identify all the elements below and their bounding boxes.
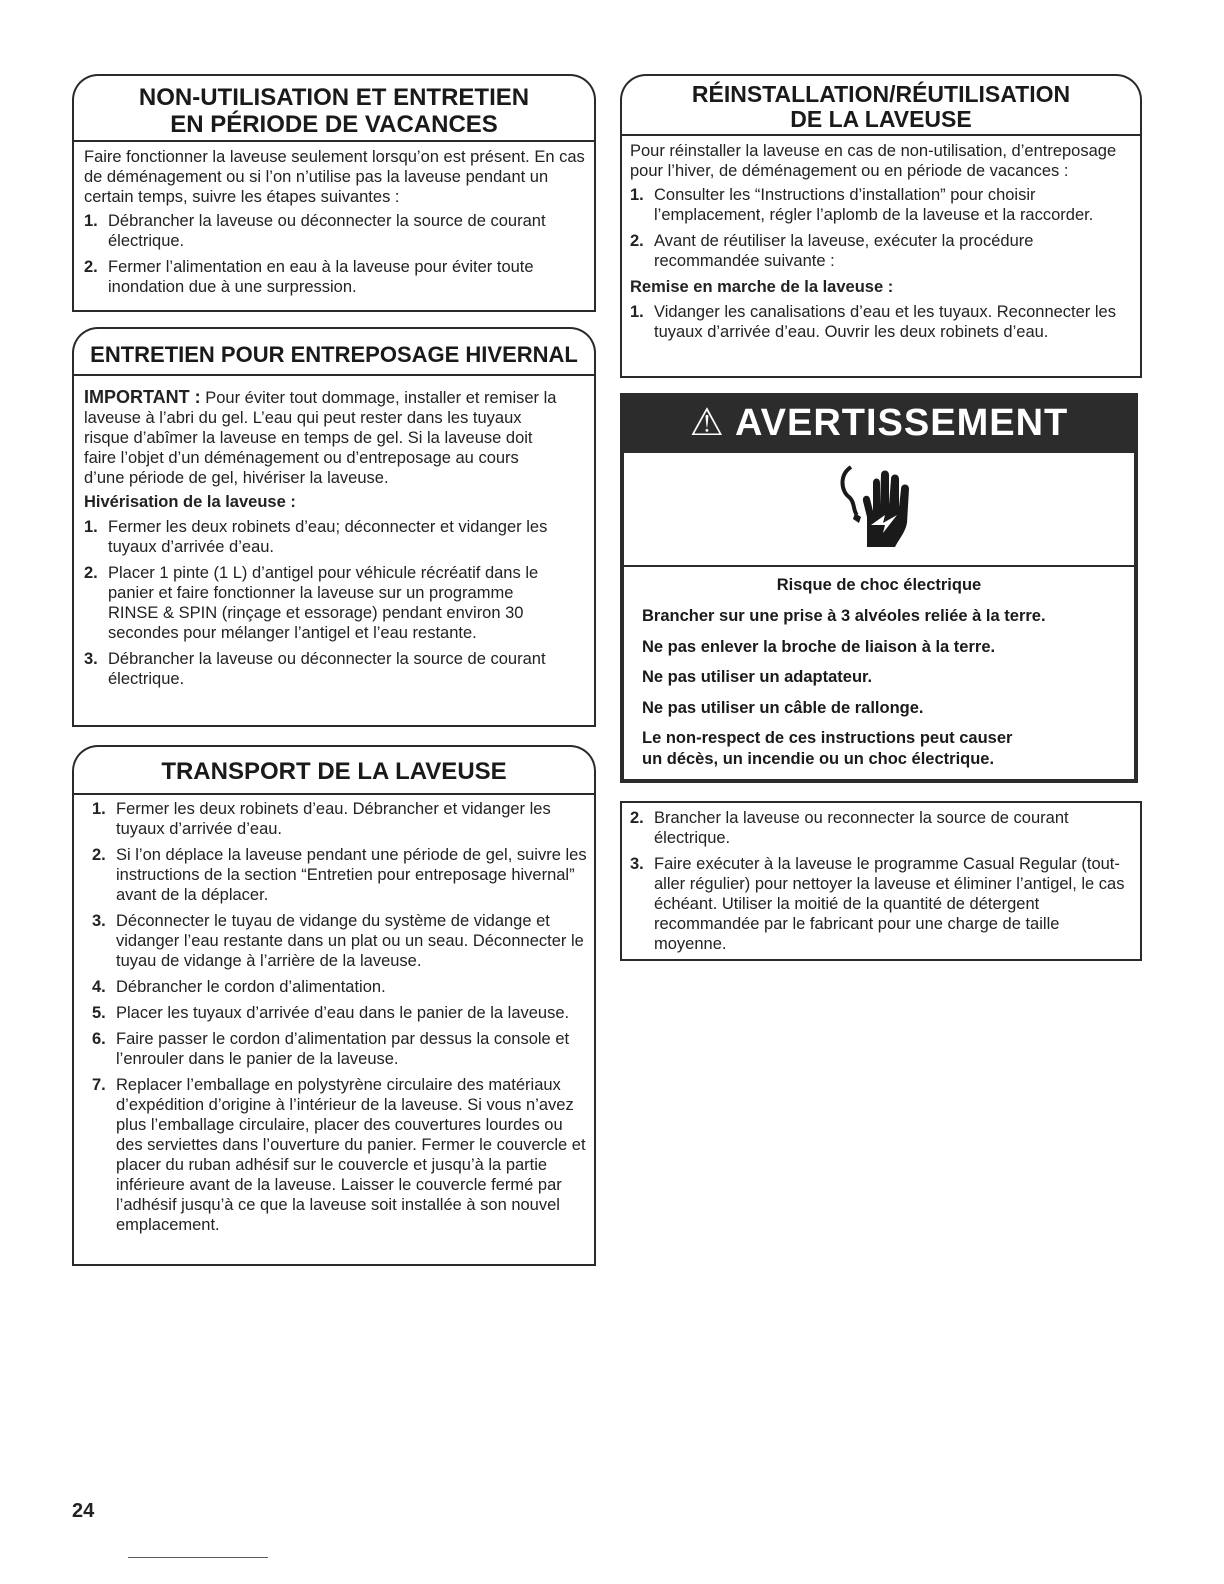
restart-steps-list [630, 302, 1138, 342]
important-label: IMPORTANT : [84, 387, 201, 407]
section-body-transport [92, 799, 588, 1241]
page-number: 24 [72, 1500, 95, 1522]
intro-text: Faire fonctionner la laveuse seulement lorsqu’on est présent. En cas de déménagement ou si l’on n’utilise pas la laveuse pendant un certain temps, suivre les étapes suivantes : [84, 148, 585, 206]
warning-text-area [620, 565, 1138, 783]
list-item: 1. Consulter les “Instructions d’installation” pour choisir l’emplacement, régler l’aplomb de la laveuse et la raccorder. [630, 186, 1094, 224]
list-item: 2. Avant de réutiliser la laveuse, exécuter la procédure recommandée suivante : [630, 232, 1034, 270]
list-item: 1. Fermer les deux robinets d’eau; déconnecter et vidanger les tuyaux d’arrivée d’eau. [84, 518, 548, 556]
section-title-reinstall [620, 74, 1142, 134]
important-paragraph [84, 387, 562, 488]
steps-list [630, 185, 1138, 271]
list-item: 1. Fermer les deux robinets d’eau. Débrancher et vidanger les tuyaux d’arrivée d’eau. [92, 800, 551, 838]
warning-title: AVERTISSEMENT [735, 402, 1069, 444]
warning-consequence-line2: un décès, un incendie ou un choc électrique. [642, 750, 995, 768]
section-title: TRANSPORT DE LA LAVEUSE [161, 758, 507, 785]
warning-risk: Risque de choc électrique [776, 576, 982, 594]
section-title-line1: RÉINSTALLATION/RÉUTILISATION [691, 81, 1071, 107]
list-item: 3. Déconnecter le tuyau de vidange du système de vidange et vidanger l’eau restante dans un plat ou un seau. Déconnecter le tuyau de vidange à l’arrière de la laveuse. [92, 912, 584, 970]
section-title-hivernal [72, 327, 596, 374]
section-body-restart-continued [630, 808, 1130, 960]
section-title-line2: DE LA LAVEUSE [790, 106, 972, 132]
list-item: 2. Placer 1 pinte (1 L) d’antigel pour véhicule récréatif dans le panier et faire fonctionner la laveuse sur un programme RINSE & SPIN (rinçage et essorage) pendant environ 30 secondes pour mélanger l’antigel et l’eau restante. [84, 564, 539, 642]
list-item: 1. Vidanger les canalisations d’eau et les tuyaux. Reconnecter les tuyaux d’arrivée d’eau. Ouvrir les deux robinets d’eau. [630, 303, 1116, 341]
list-item: 3. Faire exécuter à la laveuse le programme Casual Regular (tout-aller régulier) pour nettoyer la laveuse et éliminer l’antigel, le cas échéant. Utiliser la moitié de la quantité de détergent recommandée par le fabricant pour une charge de taille moyenne. [630, 855, 1125, 953]
warning-line: Brancher sur une prise à 3 alvéoles reliée à la terre. [642, 607, 1046, 625]
warning-icon-area [620, 453, 1138, 565]
section-title-line2: EN PÉRIODE DE VACANCES [170, 111, 498, 138]
list-item: 3. Débrancher la laveuse ou déconnecter la source de courant électrique. [84, 650, 546, 688]
list-item: 1. Débrancher la laveuse ou déconnecter la source de courant électrique. [84, 212, 546, 250]
section-title-vacances [72, 74, 596, 140]
section-title: ENTRETIEN POUR ENTREPOSAGE HIVERNAL [90, 342, 578, 367]
subheading: Remise en marche de la laveuse : [630, 278, 894, 296]
steps-list [92, 799, 588, 1235]
warning-line: Ne pas enlever la broche de liaison à la terre. [642, 638, 996, 656]
section-body-vacances [84, 147, 589, 303]
electric-shock-hand-icon [833, 461, 933, 557]
list-item: 5. Placer les tuyaux d’arrivée d’eau dans le panier de la laveuse. [92, 1004, 570, 1022]
intro-text: Pour réinstaller la laveuse en cas de non-utilisation, d’entreposage pour l’hiver, de déménagement ou en période de vacances : [630, 142, 1117, 180]
section-title-transport [72, 745, 596, 793]
warning-triangle-icon: ⚠ [689, 402, 725, 444]
important-text: Pour éviter tout dommage, installer et remiser la laveuse à l’abri du gel. L’eau qui peut rester dans les tuyaux risque d’abîmer la laveuse en temps de gel. Si la laveuse doit faire l’objet d’un déménagement ou d’entreposage au cours d’une période de gel, hivériser la laveuse. [84, 389, 557, 487]
list-item: 7. Replacer l’emballage en polystyrène circulaire des matériaux d’expédition d’origine à l’intérieur de la laveuse. Si vous n’avez plus l’emballage circulaire, placer des couvertures lourdes ou des serviettes dans l’ouverture du panier. Fermer le couvercle et placer du ruban adhésif sur le couvercle et jusqu’à la partie inférieure avant de la laveuse. Laisser le couvercle fermé par l’adhésif jusqu’à ce que la laveuse soit installée à son nouvel emplacement. [92, 1076, 586, 1234]
steps-list [84, 211, 589, 297]
warning-consequence-line1: Le non-respect de ces instructions peut causer [642, 729, 1013, 747]
steps-list [84, 517, 562, 689]
steps-list [630, 808, 1130, 954]
warning-line: Ne pas utiliser un adaptateur. [642, 668, 873, 686]
list-item: 2. Brancher la laveuse ou reconnecter la source de courant électrique. [630, 809, 1069, 847]
section-body-reinstall [630, 141, 1138, 348]
section-body-hivernal [84, 387, 562, 695]
list-item: 2. Si l’on déplace la laveuse pendant une période de gel, suivre les instructions de la section “Entretien pour entreposage hivernal” avant de la déplacer. [92, 846, 587, 904]
divider [128, 1557, 268, 1558]
list-item: 4. Débrancher le cordon d’alimentation. [92, 978, 386, 996]
subheading: Hivérisation de la laveuse : [84, 493, 296, 511]
warning-header [620, 393, 1138, 453]
section-title-line1: NON-UTILISATION ET ENTRETIEN [138, 84, 530, 111]
list-item: 2. Fermer l’alimentation en eau à la laveuse pour éviter toute inondation due à une surpression. [84, 258, 534, 296]
list-item: 6. Faire passer le cordon d’alimentation par dessus la console et l’enrouler dans le panier de la laveuse. [92, 1030, 570, 1068]
warning-line: Ne pas utiliser un câble de rallonge. [642, 699, 924, 717]
